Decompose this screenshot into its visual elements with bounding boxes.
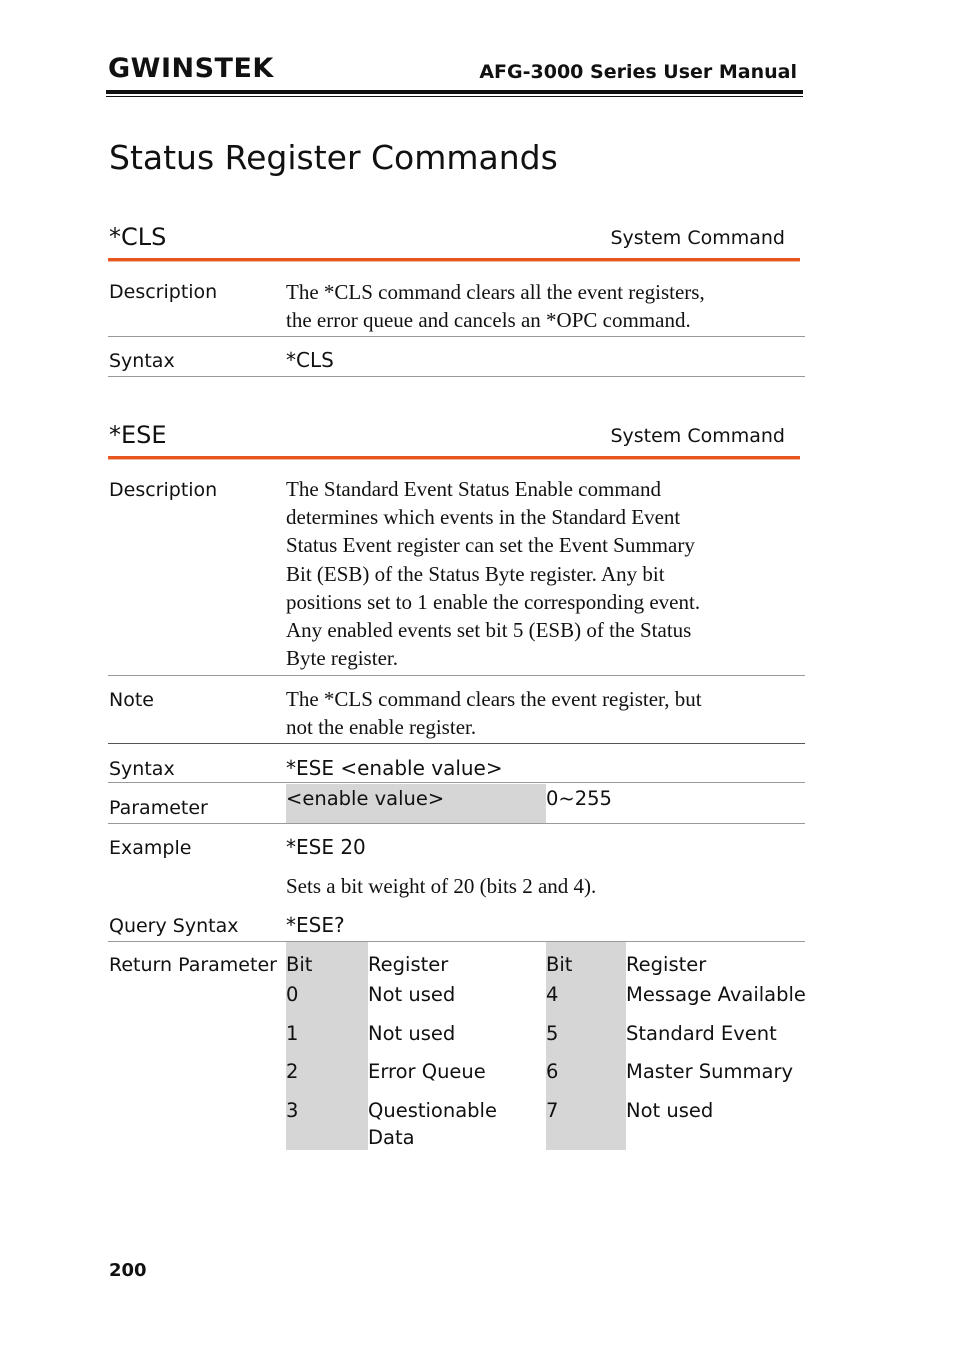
page-title: Status Register Commands bbox=[109, 138, 558, 177]
ese-description-line: Any enabled events set bit 5 (ESB) of the Status bbox=[286, 618, 692, 643]
ese-note-label: Note bbox=[109, 689, 154, 711]
ese-command-name: *ESE bbox=[109, 421, 167, 449]
header-rule-thin bbox=[106, 96, 803, 97]
table-cell-bit: 6 bbox=[546, 1060, 559, 1083]
table-cell-register: Error Queue bbox=[368, 1060, 486, 1083]
ese-example: *ESE 20 bbox=[286, 835, 366, 859]
ese-description-line: positions set to 1 enable the corresponding event. bbox=[286, 589, 701, 614]
ese-description-line: determines which events in the Standard Event bbox=[286, 505, 681, 530]
divider bbox=[108, 336, 805, 337]
table-cell-bit: 1 bbox=[286, 1022, 299, 1045]
cls-command-type: System Command bbox=[610, 227, 785, 249]
table-cell-bit: 3 bbox=[286, 1099, 299, 1122]
ese-parameter-range: 0~255 bbox=[546, 787, 612, 810]
ese-example-description: Sets a bit weight of 20 (bits 2 and 4). bbox=[286, 874, 597, 898]
table-header-bit: Bit bbox=[546, 953, 573, 976]
cls-description-line: the error queue and cancels an *OPC command. bbox=[286, 308, 691, 333]
cls-syntax: *CLS bbox=[286, 348, 334, 372]
divider bbox=[108, 941, 805, 942]
table-cell-register-cont: Data bbox=[368, 1126, 415, 1149]
divider bbox=[108, 743, 805, 744]
table-cell-register: Standard Event bbox=[626, 1022, 777, 1045]
ese-query-syntax: *ESE? bbox=[286, 913, 345, 937]
ese-note bbox=[286, 685, 796, 741]
ese-parameter-name: <enable value> bbox=[286, 787, 445, 810]
header-rule bbox=[106, 90, 803, 94]
cls-description-label: Description bbox=[109, 281, 218, 303]
cls-description-line: The *CLS command clears all the event registers, bbox=[286, 280, 705, 304]
ese-example-label: Example bbox=[109, 837, 192, 859]
table-cell-register: Master Summary bbox=[626, 1060, 794, 1083]
ese-command-type: System Command bbox=[610, 425, 785, 447]
divider bbox=[108, 675, 805, 676]
table-cell-register: Not used bbox=[368, 1022, 456, 1045]
brand-logo: GWINSTEK bbox=[108, 53, 274, 84]
table-cell-bit: 2 bbox=[286, 1060, 299, 1083]
manual-title: AFG-3000 Series User Manual bbox=[479, 61, 797, 83]
ese-parameter-label: Parameter bbox=[109, 797, 208, 819]
table-header-register: Register bbox=[626, 953, 707, 976]
cls-section-rule-shadow bbox=[108, 261, 800, 262]
divider bbox=[108, 823, 805, 824]
ese-query-label: Query Syntax bbox=[109, 915, 239, 937]
divider bbox=[108, 376, 805, 377]
ese-description-line: Byte register. bbox=[286, 646, 398, 671]
table-cell-register: Not used bbox=[368, 983, 456, 1006]
table-header-register: Register bbox=[368, 953, 449, 976]
ese-return-label: Return Parameter bbox=[109, 954, 277, 976]
ese-note-line: not the enable register. bbox=[286, 715, 477, 740]
ese-description-line: Bit (ESB) of the Status Byte register. Any bit bbox=[286, 561, 665, 586]
divider bbox=[108, 782, 805, 783]
table-cell-bit: 0 bbox=[286, 983, 299, 1006]
ese-syntax: *ESE <enable value> bbox=[286, 756, 503, 780]
cls-syntax-label: Syntax bbox=[109, 350, 175, 372]
table-header-bit: Bit bbox=[286, 953, 313, 976]
cls-description bbox=[286, 278, 796, 334]
table-cell-register: Not used bbox=[626, 1099, 714, 1122]
ese-section-rule-shadow bbox=[108, 459, 800, 460]
ese-syntax-label: Syntax bbox=[109, 758, 175, 780]
ese-description bbox=[286, 475, 796, 672]
table-cell-bit: 5 bbox=[546, 1022, 559, 1045]
ese-description-label: Description bbox=[109, 479, 218, 501]
ese-description-line: Status Event register can set the Event Summary bbox=[286, 533, 695, 558]
cls-command-name: *CLS bbox=[109, 223, 167, 251]
ese-description-line: The Standard Event Status Enable command bbox=[286, 477, 661, 501]
table-cell-bit: 7 bbox=[546, 1099, 559, 1122]
table-cell-register: Message Available bbox=[626, 983, 806, 1006]
ese-note-line: The *CLS command clears the event register, but bbox=[286, 687, 702, 711]
table-cell-bit: 4 bbox=[546, 983, 559, 1006]
table-cell-register: Questionable bbox=[368, 1099, 497, 1122]
page-number: 200 bbox=[109, 1260, 147, 1281]
